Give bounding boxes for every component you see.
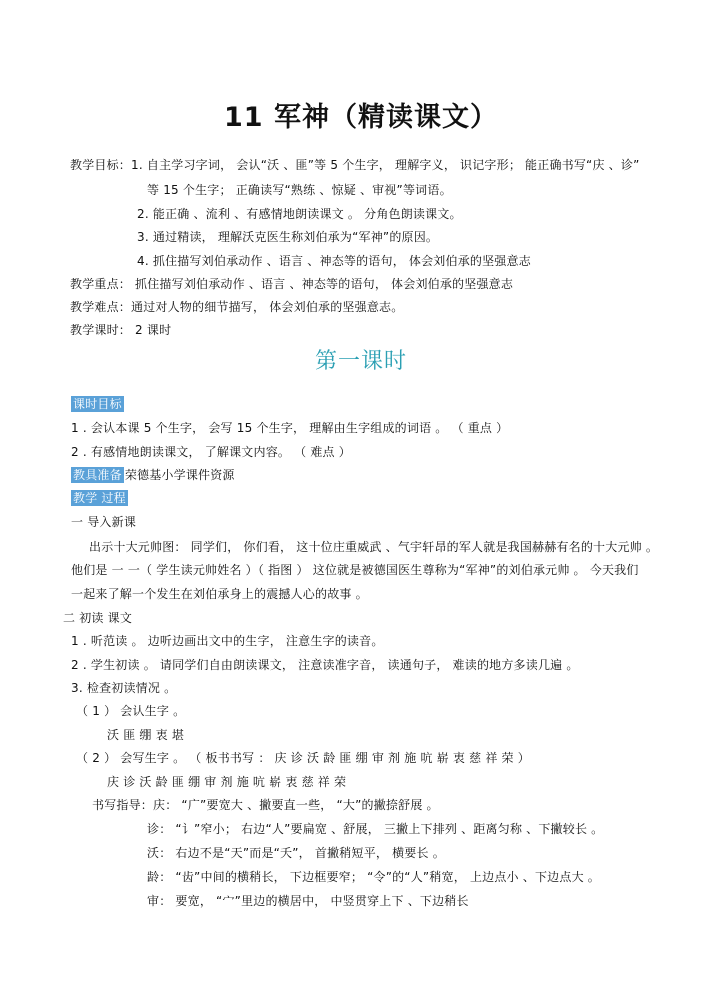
goal-4: 4. 抓住描写刘伯承动作 、语言 、神态等的语句， 体会刘伯承的坚强意志 <box>137 254 531 268</box>
intro-line-3: 一起来了解一个发生在刘伯承身上的震撼人心的故事 。 <box>71 587 368 601</box>
step-2: 2 . 学生初读 。 请同学们自由朗读课文， 注意读准字音， 读通句子， 难读的地方多读几遍 。 <box>71 658 579 672</box>
lesson-title: 11 军神（精读课文） <box>224 102 498 133</box>
teaching-key-points: 教学重点： 抓住描写刘伯承动作 、语言 、神态等的语句， 体会刘伯承的坚强意志 <box>70 277 514 291</box>
guide-shen: 审： 要宽， “宀”里边的横居中， 中竖贯穿上下 、下边稍长 <box>147 894 469 908</box>
write-characters: 庆 诊 沃 龄 匪 绷 审 剂 施 吭 崭 衷 慈 祥 荣 <box>107 775 347 789</box>
tag-process: 教学 过程 <box>73 491 126 505</box>
teaching-goals-label: 教学目标： <box>70 158 132 172</box>
prep-text: 荣德基小学课件资源 <box>124 468 235 482</box>
intro-line-2: 他们是 一 一（ 学生读元帅姓名 ）（ 指图 ） 这位就是被德国医生尊称为“军神”的刘伯承元帅 。 今天我们 <box>71 563 639 577</box>
goal-1-part-b: 等 15 个生字； 正确读写“熟练 、惊疑 、审视”等词语。 <box>147 183 452 197</box>
writing-guide-line-qing <box>92 797 439 813</box>
teaching-difficulties: 教学难点：通过对人物的细节描写， 体会刘伯承的坚强意志。 <box>70 300 404 314</box>
objective-1: 1 . 会认本课 5 个生字， 会写 15 个生字， 理解由生字组成的词语 。 （ 重点 ） <box>71 421 509 435</box>
guide-wo: 沃： 右边不是“天”而是“夭”， 首撇稍短平， 横要长 。 <box>147 846 445 860</box>
section-2-heading: 二 初读 课文 <box>63 611 133 625</box>
intro-line-1: 出示十大元帅图： 同学们， 你们看， 这十位庄重威武 、气宇轩昂的军人就是我国赫赫有名的十大元帅 。 <box>89 540 659 554</box>
substep-2: （ 2 ） 会写生字 。 （ 板书书写 ： 庆 诊 沃 龄 匪 绷 审 剂 施 吭 崭 衷 慈 祥 荣 ） <box>76 751 530 765</box>
guide-ling: 龄： “齿”中间的横稍长， 下边框要窄； “令”的“人”稍宽， 上边点小 、下边点大 。 <box>147 870 600 884</box>
teaching-goals-line-1 <box>70 157 640 173</box>
recognize-characters: 沃 匪 绷 衷 堪 <box>107 728 185 742</box>
substep-1: （ 1 ） 会认生字 。 <box>76 704 186 718</box>
objectives-tag-line <box>71 396 125 412</box>
process-tag-line <box>71 490 129 506</box>
writing-guide-label: 书写指导： <box>92 798 154 812</box>
step-3: 3. 检查初读情况 。 <box>71 681 177 695</box>
goal-2: 2. 能正确 、流利 、有感情地朗读课文 。 分角色朗读课文。 <box>137 207 462 221</box>
lesson-one-heading: 第一课时 <box>314 349 407 374</box>
objective-2: 2 . 有感情地朗读课文， 了解课文内容。 （ 难点 ） <box>71 445 351 459</box>
tag-prep: 教具准备 <box>73 468 122 482</box>
prep-line <box>71 467 235 483</box>
teaching-hours: 教学课时： 2 课时 <box>70 323 172 337</box>
section-1-heading: 一 导入新课 <box>71 515 137 529</box>
goal-1-part-a: 1. 自主学习字词， 会认“沃 、匪”等 5 个生字， 理解字义， 识记字形； 能正确书写“庆 、诊” <box>131 158 640 172</box>
goal-3: 3. 通过精读， 理解沃克医生称刘伯承为“军神”的原因。 <box>137 230 439 244</box>
guide-zhen: 诊： “讠”窄小； 右边“人”要扁宽 、舒展， 三撇上下排列 、距离匀称 、下撇较长 。 <box>147 822 604 836</box>
guide-qing: 庆： “广”要宽大 、撇要直一些， “大”的撇捺舒展 。 <box>153 798 439 812</box>
step-1: 1 . 听范读 。 边听边画出文中的生字， 注意生字的读音。 <box>71 634 384 648</box>
tag-objectives: 课时目标 <box>73 397 122 411</box>
